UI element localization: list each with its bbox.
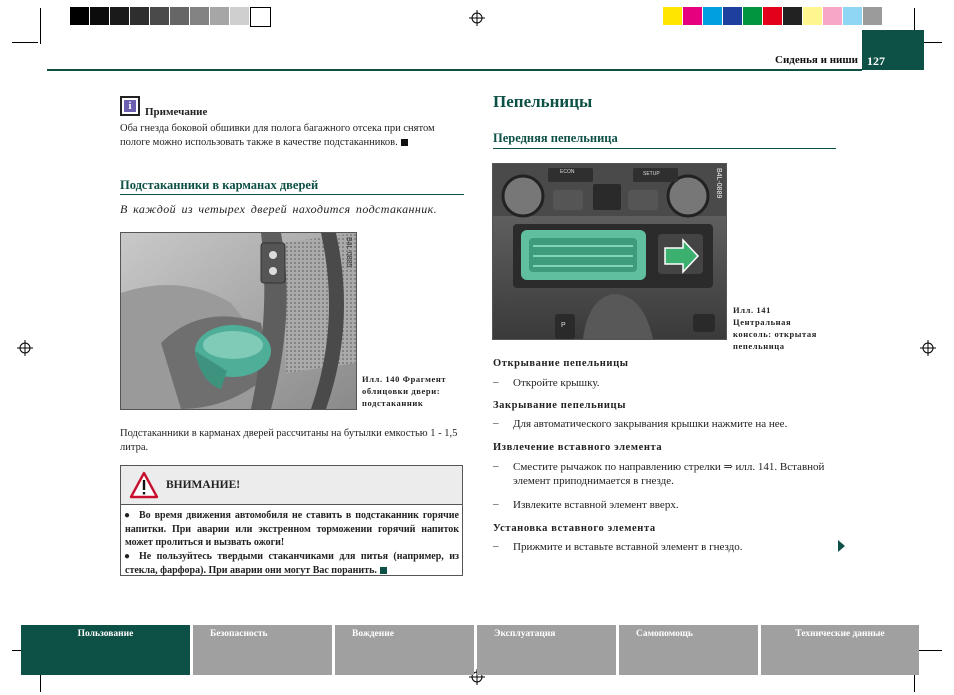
figure-141-caption: Илл. 141 Центральная консоль: открытая пепельница	[733, 305, 817, 351]
gray-swatch	[110, 7, 129, 25]
registration-mark-icon	[469, 10, 485, 26]
install-step: Прижмите и вставьте вставной элемент в гнездо.	[513, 541, 743, 553]
gear-selector-label: P	[561, 322, 566, 329]
removal-heading: Извлечение вставного элемента	[493, 442, 663, 453]
gray-swatch	[130, 7, 149, 25]
warning-triangle-icon	[129, 471, 159, 499]
gray-swatch	[70, 7, 89, 25]
header-rule	[47, 69, 862, 71]
page-number: 127	[867, 54, 885, 68]
center-console-figure	[492, 163, 727, 340]
door-cupholder-illustration	[121, 233, 356, 409]
econ-button-label: ECON	[560, 169, 575, 175]
door-cupholders-intro: В каждой из четырех дверей находится подстаканник.	[120, 202, 438, 216]
gray-swatch	[90, 7, 109, 25]
warning-box	[120, 465, 463, 576]
color-swatch	[803, 7, 822, 25]
gray-swatch	[230, 7, 249, 25]
opening-step: Откройте крышку.	[513, 377, 600, 389]
nav-tab-usage[interactable]: Пользование	[21, 625, 190, 675]
center-console-illustration	[493, 164, 726, 339]
color-swatch	[783, 7, 802, 25]
nav-tab-driving[interactable]: Вождение	[335, 625, 474, 675]
nav-tab-self-help[interactable]: Самопомощь	[619, 625, 758, 675]
section-divider	[120, 194, 464, 195]
header-section-title: Сиденья и ниши	[775, 54, 858, 66]
color-swatch	[863, 7, 882, 25]
nav-tab-maintenance[interactable]: Эксплуатация	[477, 625, 616, 675]
figure-code: B4L-0889	[715, 168, 722, 199]
ashtrays-title: Пепельницы	[493, 92, 593, 111]
note-title: Примечание	[145, 106, 208, 118]
color-swatch	[663, 7, 682, 25]
color-swatch	[743, 7, 762, 25]
front-ashtray-heading: Передняя пепельница	[493, 131, 618, 145]
end-of-section-icon	[401, 139, 408, 146]
install-heading: Установка вставного элемента	[493, 523, 656, 534]
setup-button-label: SETUP	[643, 171, 660, 177]
continue-arrow-icon[interactable]	[838, 540, 845, 552]
gray-swatch	[190, 7, 209, 25]
opening-heading: Открывание пепельницы	[493, 358, 629, 369]
color-swatch	[763, 7, 782, 25]
door-cupholders-heading: Подстаканники в карманах дверей	[120, 178, 319, 192]
info-icon: i	[120, 96, 140, 116]
warning-item: ● Во время движения автомобиля не ставить в подстаканник горячие напитки. При аварии или экстренном торможении горячий напиток может пролиться и вызвать ожоги!	[124, 510, 459, 548]
color-swatch	[683, 7, 702, 25]
nav-tab-technical-data[interactable]: Технические данные	[761, 625, 919, 675]
warning-title: ВНИМАНИЕ!	[166, 479, 241, 491]
gray-swatch	[150, 7, 169, 25]
removal-step: Извлеките вставной элемент вверх.	[513, 499, 679, 511]
closing-step: Для автоматического закрывания крышки нажмите на нее.	[513, 418, 788, 430]
color-swatch	[703, 7, 722, 25]
section-divider	[493, 148, 836, 149]
door-cupholder-figure	[120, 232, 357, 410]
figure-code: B4L-0885	[345, 237, 352, 268]
color-swatch	[843, 7, 862, 25]
warning-header	[121, 466, 462, 505]
gray-swatch	[210, 7, 229, 25]
nav-tab-safety[interactable]: Безопасность	[193, 625, 332, 675]
registration-mark-icon	[920, 340, 936, 356]
color-swatch	[723, 7, 742, 25]
end-of-section-icon	[380, 567, 387, 574]
cupholder-capacity-text: Подстаканники в карманах дверей рассчитаны на бутылки емкостью 1 - 1,5 литра.	[120, 428, 458, 453]
removal-step: Сместите рычажок по направлению стрелки ⇒ илл. 141. Вставной элемент приподнимается в гнезде.	[513, 461, 825, 487]
note-text: Оба гнезда боковой обшивки для полога багажного отсека при снятом пологе можно использовать также в качестве подстаканников.	[120, 123, 435, 148]
color-swatch	[823, 7, 842, 25]
gray-swatch	[250, 7, 271, 27]
gray-swatch	[170, 7, 189, 25]
closing-heading: Закрывание пепельницы	[493, 400, 626, 411]
registration-mark-icon	[17, 340, 33, 356]
warning-item: ● Не пользуйтесь твердыми стаканчиками для питья (например, из стекла, фарфора). При аварии они могут Вас поранить.	[124, 551, 459, 576]
figure-140-caption: Илл. 140 Фрагмент облицовки двери: подстаканник	[362, 374, 447, 408]
